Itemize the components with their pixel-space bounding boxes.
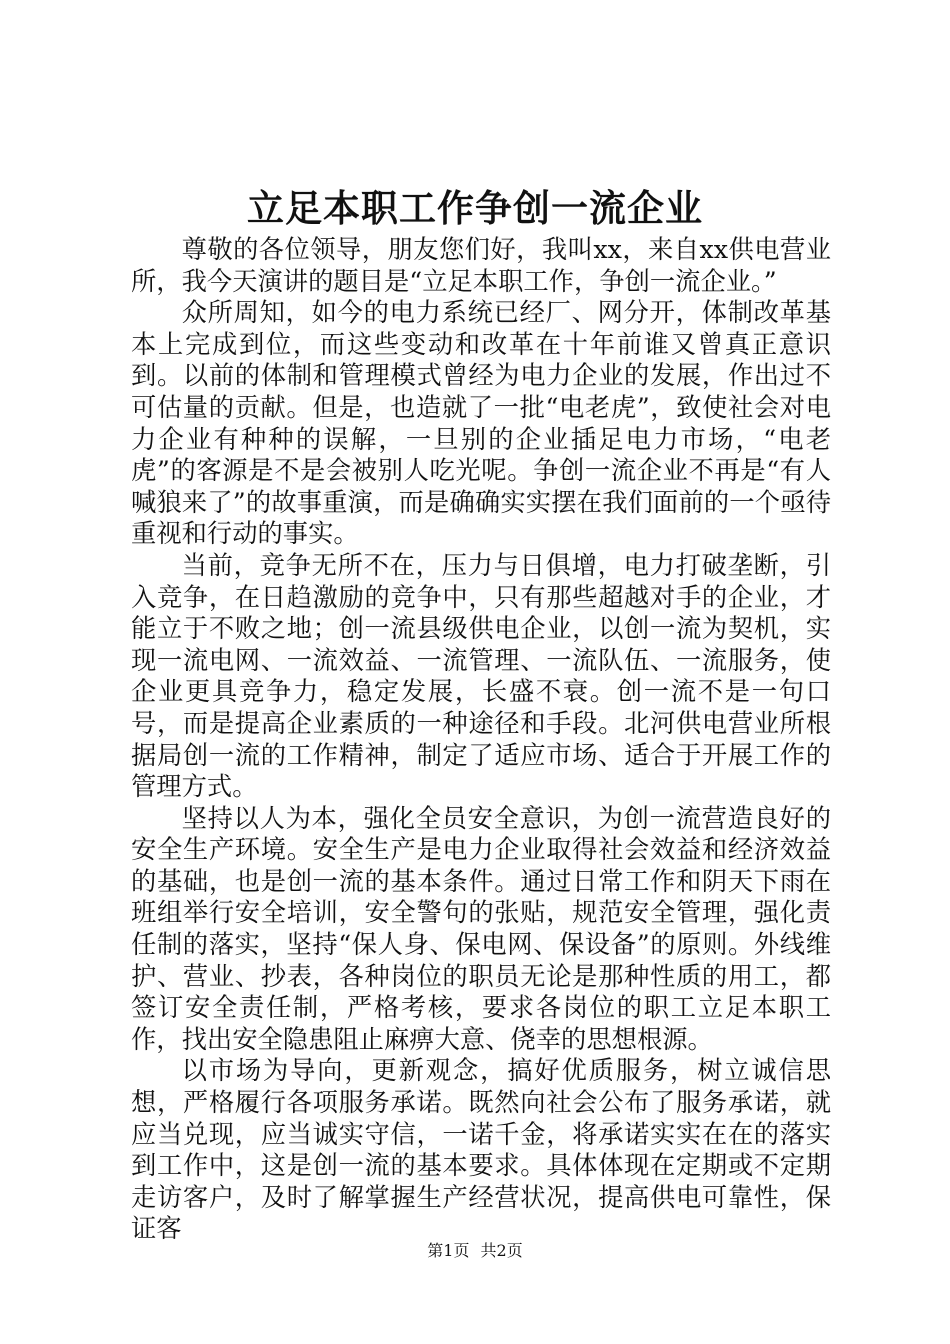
page-number: 第1页 — [427, 1241, 470, 1260]
page-footer — [0, 1240, 950, 1262]
document-title: 立足本职工作争创一流企业 — [247, 186, 703, 230]
page-total: 共2页 — [480, 1241, 523, 1260]
paragraph: 当前，竞争无所不在，压力与日俱增，电力打破垄断，引入竞争，在日趋激励的竞争中，只有那些超越对手的企业，才能立于不败之地；创一流县级供电企业，以创一流为契机，实现一流电网、一流效益、一流管理、一流队伍、一流服务，使企业更具竞争力，稳定发展，长盛不衰。创一流不是一句口号，而是提高企业素质的一种途径和手段。北河供电营业所根据局创一流的工作精神，制定了适应市场、适合于开展工作的管理方式。 — [131, 550, 831, 802]
paragraph: 众所周知，如今的电力系统已经厂、网分开，体制改革基本上完成到位，而这些变动和改革在十年前谁又曾真正意识到。以前的体制和管理模式曾经为电力企业的发展，作出过不可估量的贡献。但是，也造就了一批“电老虎”，致使社会对电力企业有种种的误解，一旦别的企业插足电力市场，“电老虎”的客源是不是会被别人吃光呢。争创一流企业不再是“有人喊狼来了”的故事重演，而是确确实实摆在我们面前的一个亟待重视和行动的事实。 — [131, 298, 831, 549]
paragraph: 尊敬的各位领导，朋友您们好，我叫xx，来自xx供电营业所，我今天演讲的题目是“立足本职工作，争创一流企业。” — [131, 235, 831, 296]
paragraph: 以市场为导向，更新观念，搞好优质服务，树立诚信思想，严格履行各项服务承诺。既然向社会公布了服务承诺，就应当兑现，应当诚实守信，一诺千金，将承诺实实在在的落实到工作中，这是创一流的基本要求。具体体现在定期或不定期走访客户，及时了解掌握生产经营状况，提高供电可靠性，保证客 — [131, 1056, 831, 1244]
paragraph: 坚持以人为本，强化全员安全意识，为创一流营造良好的安全生产环境。安全生产是电力企业取得社会效益和经济效益的基础，也是创一流的基本条件。通过日常工作和阴天下雨在班组举行安全培训，安全警句的张贴，规范安全管理，强化责任制的落实，坚持“保人身、保电网、保设备”的原则。外线维护、营业、抄表，各种岗位的职员无论是那种性质的用工，都签订安全责任制，严格考核，要求各岗位的职工立足本职工作，找出安全隐患阻止麻痹大意、侥幸的思想根源。 — [131, 803, 831, 1054]
document-body — [131, 234, 831, 1245]
